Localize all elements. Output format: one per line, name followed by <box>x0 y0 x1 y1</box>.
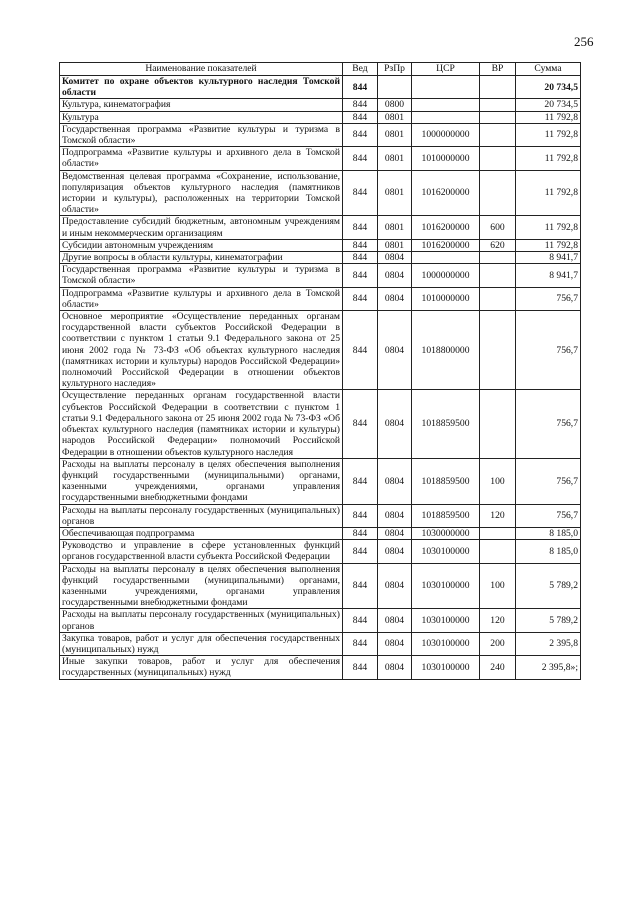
row-ved: 844 <box>343 76 378 99</box>
row-vr <box>480 123 516 146</box>
header-name: Наименование показателей <box>60 63 343 76</box>
row-ved: 844 <box>343 311 378 390</box>
row-vr: 620 <box>480 239 516 251</box>
row-rzpr: 0801 <box>378 170 412 216</box>
table-row <box>60 123 581 146</box>
row-rzpr: 0804 <box>378 311 412 390</box>
row-sum: 5 789,2 <box>516 563 581 609</box>
row-vr <box>480 76 516 99</box>
row-name: Основное мероприятие «Осуществление переданных органам государственной власти субъектов Российской Федерации в соответствии с пунктом 1 статьи 9.1 Федерального закона от 25 июня 2002 года № 73-ФЗ «Об объектах культурного наследия (памятниках истории и культуры) народов Российской Федерации» полномочий Российской Федерации в отношении объектов культурного наследия» <box>60 311 343 390</box>
row-sum: 756,7 <box>516 390 581 458</box>
header-rzpr: РзПр <box>378 63 412 76</box>
row-vr <box>480 540 516 563</box>
row-rzpr: 0804 <box>378 287 412 310</box>
row-csr: 1030100000 <box>412 540 480 563</box>
row-sum: 11 792,8 <box>516 123 581 146</box>
row-csr: 1030100000 <box>412 632 480 655</box>
row-sum: 20 734,5 <box>516 99 581 111</box>
row-ved: 844 <box>343 287 378 310</box>
table-row <box>60 239 581 251</box>
row-rzpr <box>378 76 412 99</box>
table-row <box>60 311 581 390</box>
row-sum: 2 395,8 <box>516 632 581 655</box>
row-name: Иные закупки товаров, работ и услуг для обеспечения государственных (муниципальных) нужд <box>60 656 343 679</box>
table-row <box>60 458 581 504</box>
row-name: Предоставление субсидий бюджетным, автономным учреждениям и иным некоммерческим организациям <box>60 216 343 239</box>
row-sum: 5 789,2 <box>516 609 581 632</box>
table-header-row <box>60 63 581 76</box>
row-csr: 1030000000 <box>412 527 480 539</box>
budget-table <box>59 62 581 680</box>
row-vr: 100 <box>480 563 516 609</box>
row-sum: 20 734,5 <box>516 76 581 99</box>
row-rzpr: 0804 <box>378 632 412 655</box>
row-name: Государственная программа «Развитие культуры и туризма в Томской области» <box>60 123 343 146</box>
row-vr: 600 <box>480 216 516 239</box>
row-rzpr: 0804 <box>378 252 412 264</box>
row-rzpr: 0800 <box>378 99 412 111</box>
row-rzpr: 0804 <box>378 527 412 539</box>
row-rzpr: 0801 <box>378 239 412 251</box>
row-ved: 844 <box>343 170 378 216</box>
header-ved: Вед <box>343 63 378 76</box>
row-sum: 2 395,8»; <box>516 656 581 679</box>
row-ved: 844 <box>343 632 378 655</box>
row-name: Расходы на выплаты персоналу в целях обеспечения выполнения функций государственными (муниципальными) органами, казенными учреждениями, органами управления государственными внебюджетными фондами <box>60 458 343 504</box>
row-name: Субсидии автономным учреждениям <box>60 239 343 251</box>
row-csr: 1030100000 <box>412 609 480 632</box>
row-ved: 844 <box>343 264 378 287</box>
table-row <box>60 287 581 310</box>
table-row <box>60 99 581 111</box>
table-row <box>60 76 581 99</box>
row-vr <box>480 264 516 287</box>
row-name: Комитет по охране объектов культурного наследия Томской области <box>60 76 343 99</box>
row-sum: 8 185,0 <box>516 527 581 539</box>
row-sum: 11 792,8 <box>516 170 581 216</box>
row-sum: 11 792,8 <box>516 239 581 251</box>
row-ved: 844 <box>343 504 378 527</box>
row-rzpr: 0801 <box>378 123 412 146</box>
row-vr: 100 <box>480 458 516 504</box>
row-name: Расходы на выплаты персоналу в целях обеспечения выполнения функций государственными (муниципальными) органами, казенными учреждениями, органами управления государственными внебюджетными фондами <box>60 563 343 609</box>
row-vr <box>480 390 516 458</box>
row-ved: 844 <box>343 390 378 458</box>
row-csr: 1000000000 <box>412 123 480 146</box>
row-ved: 844 <box>343 111 378 123</box>
row-ved: 844 <box>343 99 378 111</box>
table-row <box>60 656 581 679</box>
row-vr <box>480 287 516 310</box>
row-ved: 844 <box>343 563 378 609</box>
row-vr <box>480 170 516 216</box>
row-csr: 1018859500 <box>412 390 480 458</box>
row-vr <box>480 99 516 111</box>
row-csr: 1030100000 <box>412 656 480 679</box>
table-row <box>60 504 581 527</box>
row-sum: 11 792,8 <box>516 147 581 170</box>
row-vr <box>480 147 516 170</box>
table-row <box>60 111 581 123</box>
row-sum: 11 792,8 <box>516 216 581 239</box>
row-rzpr: 0804 <box>378 656 412 679</box>
row-csr <box>412 76 480 99</box>
table-row <box>60 216 581 239</box>
row-name: Культура <box>60 111 343 123</box>
row-ved: 844 <box>343 609 378 632</box>
row-name: Обеспечивающая подпрограмма <box>60 527 343 539</box>
row-name: Подпрограмма «Развитие культуры и архивного дела в Томской области» <box>60 287 343 310</box>
row-csr: 1016200000 <box>412 216 480 239</box>
row-sum: 8 941,7 <box>516 252 581 264</box>
row-ved: 844 <box>343 147 378 170</box>
row-name: Осуществление переданных органам государственной власти субъектов Российской Федерации в соответствии с пунктом 1 статьи 9.1 Федерального закона от 25 июня 2002 года № 73-ФЗ «Об объектах культурного наследия (памятниках истории и культуры) народов Российской Федерации» полномочий Российской Федерации в отношении объектов культурного наследия <box>60 390 343 458</box>
row-ved: 844 <box>343 540 378 563</box>
row-csr <box>412 252 480 264</box>
row-rzpr: 0801 <box>378 111 412 123</box>
row-vr: 120 <box>480 609 516 632</box>
row-rzpr: 0801 <box>378 216 412 239</box>
row-sum: 11 792,8 <box>516 111 581 123</box>
row-vr <box>480 311 516 390</box>
table-row <box>60 563 581 609</box>
header-sum: Сумма <box>516 63 581 76</box>
table-row <box>60 609 581 632</box>
row-vr <box>480 111 516 123</box>
row-vr <box>480 252 516 264</box>
row-csr: 1018859500 <box>412 504 480 527</box>
row-csr: 1000000000 <box>412 264 480 287</box>
header-csr: ЦСР <box>412 63 480 76</box>
row-ved: 844 <box>343 239 378 251</box>
row-ved: 844 <box>343 123 378 146</box>
table-row <box>60 632 581 655</box>
row-rzpr: 0801 <box>378 147 412 170</box>
row-name: Расходы на выплаты персоналу государственных (муниципальных) органов <box>60 504 343 527</box>
table-row <box>60 527 581 539</box>
row-sum: 8 185,0 <box>516 540 581 563</box>
row-rzpr: 0804 <box>378 390 412 458</box>
header-vr: ВР <box>480 63 516 76</box>
row-csr: 1030100000 <box>412 563 480 609</box>
row-vr: 120 <box>480 504 516 527</box>
row-ved: 844 <box>343 252 378 264</box>
row-rzpr: 0804 <box>378 563 412 609</box>
table-row <box>60 170 581 216</box>
row-ved: 844 <box>343 458 378 504</box>
row-csr <box>412 111 480 123</box>
table-row <box>60 264 581 287</box>
table-row <box>60 390 581 458</box>
row-sum: 756,7 <box>516 458 581 504</box>
row-sum: 8 941,7 <box>516 264 581 287</box>
row-csr: 1016200000 <box>412 239 480 251</box>
table-row <box>60 540 581 563</box>
row-vr: 200 <box>480 632 516 655</box>
row-rzpr: 0804 <box>378 458 412 504</box>
row-sum: 756,7 <box>516 504 581 527</box>
row-ved: 844 <box>343 656 378 679</box>
row-rzpr: 0804 <box>378 609 412 632</box>
row-name: Расходы на выплаты персоналу государственных (муниципальных) органов <box>60 609 343 632</box>
row-rzpr: 0804 <box>378 504 412 527</box>
table-row <box>60 252 581 264</box>
row-sum: 756,7 <box>516 287 581 310</box>
row-rzpr: 0804 <box>378 540 412 563</box>
row-name: Руководство и управление в сфере установленных функций органов государственной власти субъекта Российской Федерации <box>60 540 343 563</box>
row-rzpr: 0804 <box>378 264 412 287</box>
row-name: Государственная программа «Развитие культуры и туризма в Томской области» <box>60 264 343 287</box>
table-row <box>60 147 581 170</box>
row-csr: 1018800000 <box>412 311 480 390</box>
row-vr: 240 <box>480 656 516 679</box>
row-name: Другие вопросы в области культуры, кинематографии <box>60 252 343 264</box>
row-csr: 1016200000 <box>412 170 480 216</box>
row-name: Закупка товаров, работ и услуг для обеспечения государственных (муниципальных) нужд <box>60 632 343 655</box>
row-sum: 756,7 <box>516 311 581 390</box>
row-name: Культура, кинематография <box>60 99 343 111</box>
row-csr <box>412 99 480 111</box>
row-ved: 844 <box>343 527 378 539</box>
page-number: 256 <box>574 34 594 49</box>
row-name: Подпрограмма «Развитие культуры и архивного дела в Томской области» <box>60 147 343 170</box>
row-csr: 1010000000 <box>412 287 480 310</box>
row-csr: 1018859500 <box>412 458 480 504</box>
row-name: Ведомственная целевая программа «Сохранение, использование, популяризация объектов культурного наследия (памятников истории и культуры), расположенных на территории Томской области» <box>60 170 343 216</box>
row-vr <box>480 527 516 539</box>
row-csr: 1010000000 <box>412 147 480 170</box>
row-ved: 844 <box>343 216 378 239</box>
